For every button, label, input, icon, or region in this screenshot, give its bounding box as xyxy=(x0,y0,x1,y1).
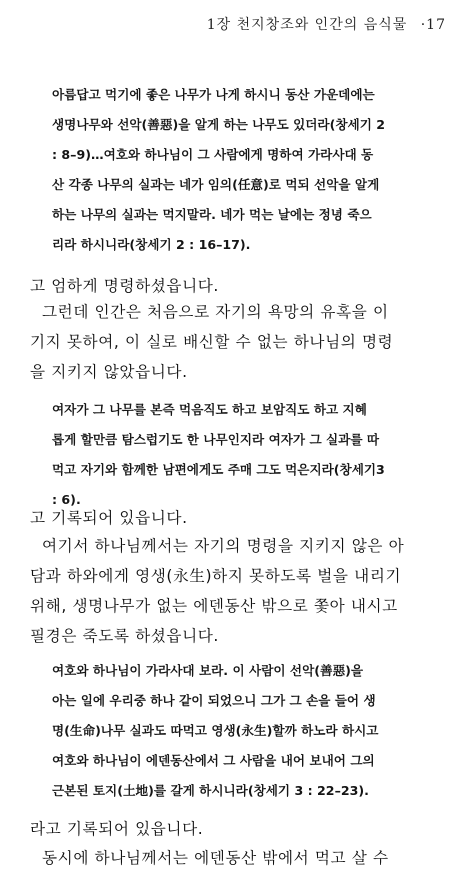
scripture-quote-genesis-3-6 xyxy=(52,395,448,515)
quote-line: 먹고 자기와 함께한 남편에게도 주매 그도 먹은지라(창세기3 xyxy=(52,462,385,477)
body-paragraph xyxy=(30,531,450,651)
quote-line: 여호와 하나님이 가라사대 보라. 이 사람이 선악(善惡)을 xyxy=(52,663,364,678)
scripture-quote-genesis-3-22 xyxy=(52,656,448,806)
body-line: 담과 하와에게 영생(永生)하지 못하도록 벌을 내리기 xyxy=(30,567,402,585)
body-line: 고 엄하게 명령하셨읍니다. xyxy=(30,277,219,295)
body-line: 기지 못하여, 이 실로 배신할 수 없는 하나님의 명령 xyxy=(30,333,394,351)
quote-line: 여호와 하나님이 에덴동산에서 그 사람을 내어 보내어 그의 xyxy=(52,753,375,768)
running-header xyxy=(207,14,446,34)
quote-line: 여자가 그 나무를 본즉 먹음직도 하고 보암직도 하고 지혜 xyxy=(52,402,367,417)
chapter-title: 1장 천지창조와 인간의 음식물 xyxy=(206,17,408,33)
body-line: 그런데 인간은 처음으로 자기의 욕망의 유혹을 이 xyxy=(42,303,389,321)
body-line: 라고 기록되어 있읍니다. xyxy=(30,820,204,838)
quote-line: 근본된 토지(土地)를 갈게 하시니라(창세기 3 : 22–23). xyxy=(52,783,369,798)
body-paragraph xyxy=(30,297,450,387)
body-line: 여기서 하나님께서는 자기의 명령을 지키지 않은 아 xyxy=(42,537,405,555)
body-paragraph xyxy=(30,503,450,533)
quote-line: 리라 하시니라(창세기 2 : 16–17). xyxy=(52,237,251,252)
quote-line: 명(生命)나무 실과도 따먹고 영생(永生)할까 하노라 하시고 xyxy=(52,723,379,738)
quote-line: 생명나무와 선악(善惡)을 알게 하는 나무도 있더라(창세기 2 xyxy=(52,117,386,132)
quote-line: 하는 나무의 실과는 먹지말라. 네가 먹는 날에는 정녕 죽으 xyxy=(52,207,372,222)
body-line: 필경은 죽도록 하셨읍니다. xyxy=(30,627,219,645)
quote-line: 롭게 할만큼 탐스럽기도 한 나무인지라 여자가 그 실과를 따 xyxy=(52,432,380,447)
body-paragraph xyxy=(30,814,450,844)
quote-line: : 8–9)…여호와 하나님이 그 사람에게 명하여 가라사대 동 xyxy=(52,147,374,162)
scripture-quote-genesis-2 xyxy=(52,80,448,260)
quote-line: 아름답고 먹기에 좋은 나무가 나게 하시니 동산 가운데에는 xyxy=(52,87,375,102)
body-line: 위해, 생명나무가 없는 에덴동산 밖으로 쫓아 내시고 xyxy=(30,597,398,615)
body-line: 을 지키지 않았읍니다. xyxy=(30,363,188,381)
quote-line: : 6). xyxy=(52,492,81,507)
body-line: 고 기록되어 있읍니다. xyxy=(30,509,188,527)
quote-line: 아는 일에 우리중 하나 같이 되었으니 그가 그 손을 들어 생 xyxy=(52,693,376,708)
quote-line: 산 각종 나무의 실과는 네가 임의(任意)로 먹되 선악을 알게 xyxy=(52,177,380,192)
page-number: ·17 xyxy=(420,17,446,33)
body-line: 동시에 하나님께서는 에덴동산 밖에서 먹고 살 수 xyxy=(42,849,389,867)
body-paragraph xyxy=(30,843,450,873)
